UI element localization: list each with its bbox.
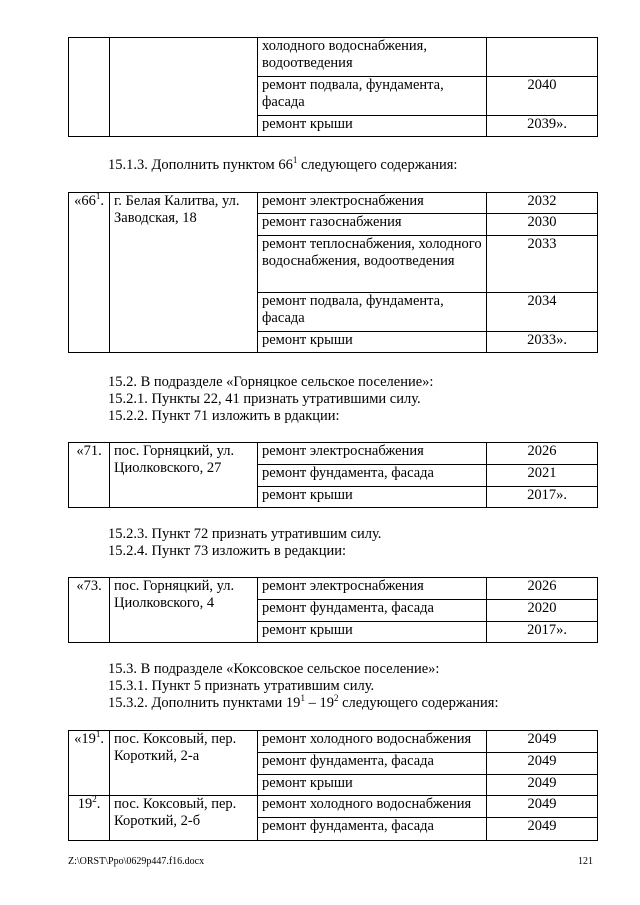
paragraph-15-3-1: 15.3.1. Пункт 5 признать утратившим силу. (108, 678, 375, 694)
year-cell: 2049 (487, 753, 598, 775)
work-cell: ремонт фундамента, фасада (258, 465, 487, 487)
address-cell: пос. Коксовый, пер. Короткий, 2-б (110, 796, 258, 841)
year-cell: 2026 (487, 443, 598, 465)
work-cell: ремонт крыши (258, 775, 487, 796)
year-cell: 2049 (487, 731, 598, 753)
year-cell: 2033 (487, 236, 598, 293)
work-cell: ремонт электроснабжения (258, 578, 487, 600)
paragraph-15-2-4: 15.2.4. Пункт 73 изложить в редакции: (108, 543, 347, 559)
year-cell (487, 38, 598, 77)
paragraph-15-1-3: 15.1.3. Дополнить пунктом $66^1$ следующего содержания: (108, 155, 458, 173)
footer-page-number: 121 (578, 856, 593, 867)
work-cell: ремонт крыши (258, 487, 487, 508)
table-item-66-1 (68, 192, 598, 353)
work-cell: ремонт фундамента, фасада (258, 753, 487, 775)
year-cell: 2049 (487, 796, 598, 818)
table-items-19 (68, 730, 598, 841)
paragraph-15-2-1: 15.2.1. Пункты 22, 41 признать утратившими силу. (108, 391, 421, 407)
work-cell: ремонт подвала, фундамента, фасада (258, 77, 487, 116)
work-cell: холодного водоснабжения, водоотведения (258, 38, 487, 77)
year-cell: 2021 (487, 465, 598, 487)
num-cell: «71. (69, 443, 110, 508)
work-cell: ремонт фундамента, фасада (258, 600, 487, 622)
address-cell: пос. Горняцкий, ул. Циолковского, 4 (110, 578, 258, 643)
year-cell: 2017». (487, 487, 598, 508)
address-cell: пос. Горняцкий, ул. Циолковского, 27 (110, 443, 258, 508)
table-item-73 (68, 577, 598, 643)
num-cell: $19^2$. (69, 796, 110, 841)
paragraph-15-3: 15.3. В подразделе «Коксовское сельское поселение»: (108, 661, 440, 677)
work-cell: ремонт крыши (258, 116, 487, 137)
year-cell: 2020 (487, 600, 598, 622)
work-cell: ремонт крыши (258, 332, 487, 353)
table-item-71 (68, 442, 598, 508)
year-cell: 2030 (487, 214, 598, 236)
paragraph-15-3-2: 15.3.2. Дополнить пунктами $19^1 - 19^2$ следующего содержания: (108, 693, 499, 711)
year-cell: 2040 (487, 77, 598, 116)
year-cell: 2026 (487, 578, 598, 600)
year-cell: 2034 (487, 293, 598, 332)
work-cell: ремонт подвала, фундамента, фасада (258, 293, 487, 332)
work-cell: ремонт холодного водоснабжения (258, 796, 487, 818)
work-cell: ремонт электроснабжения (258, 193, 487, 214)
paragraph-15-2-2: 15.2.2. Пункт 71 изложить в рдакции: (108, 408, 340, 424)
num-cell: «$19^1$. (69, 731, 110, 796)
year-cell: 2049 (487, 818, 598, 841)
year-cell: 2033». (487, 332, 598, 353)
year-cell: 2017». (487, 622, 598, 643)
footer-file-path: Z:\ORST\Ppo\0629p447.f16.docx (68, 856, 205, 867)
num-cell (69, 38, 110, 137)
year-cell: 2039». (487, 116, 598, 137)
paragraph-15-2-3: 15.2.3. Пункт 72 признать утратившим силу. (108, 526, 382, 542)
address-cell: г. Белая Калитва, ул. Заводская, 18 (110, 193, 258, 353)
work-cell: ремонт фундамента, фасада (258, 818, 487, 841)
work-cell: ремонт электроснабжения (258, 443, 487, 465)
table-continuation (68, 37, 598, 137)
num-cell: «$66^1$. (69, 193, 110, 353)
work-cell: ремонт холодного водоснабжения (258, 731, 487, 753)
paragraph-15-2: 15.2. В подразделе «Горняцкое сельское поселение»: (108, 374, 434, 390)
work-cell: ремонт теплоснабжения, холодного водоснабжения, водоотведения (258, 236, 487, 293)
work-cell: ремонт крыши (258, 622, 487, 643)
address-cell: пос. Коксовый, пер. Короткий, 2-а (110, 731, 258, 796)
address-cell (110, 38, 258, 137)
year-cell: 2049 (487, 775, 598, 796)
num-cell: «73. (69, 578, 110, 643)
work-cell: ремонт газоснабжения (258, 214, 487, 236)
year-cell: 2032 (487, 193, 598, 214)
